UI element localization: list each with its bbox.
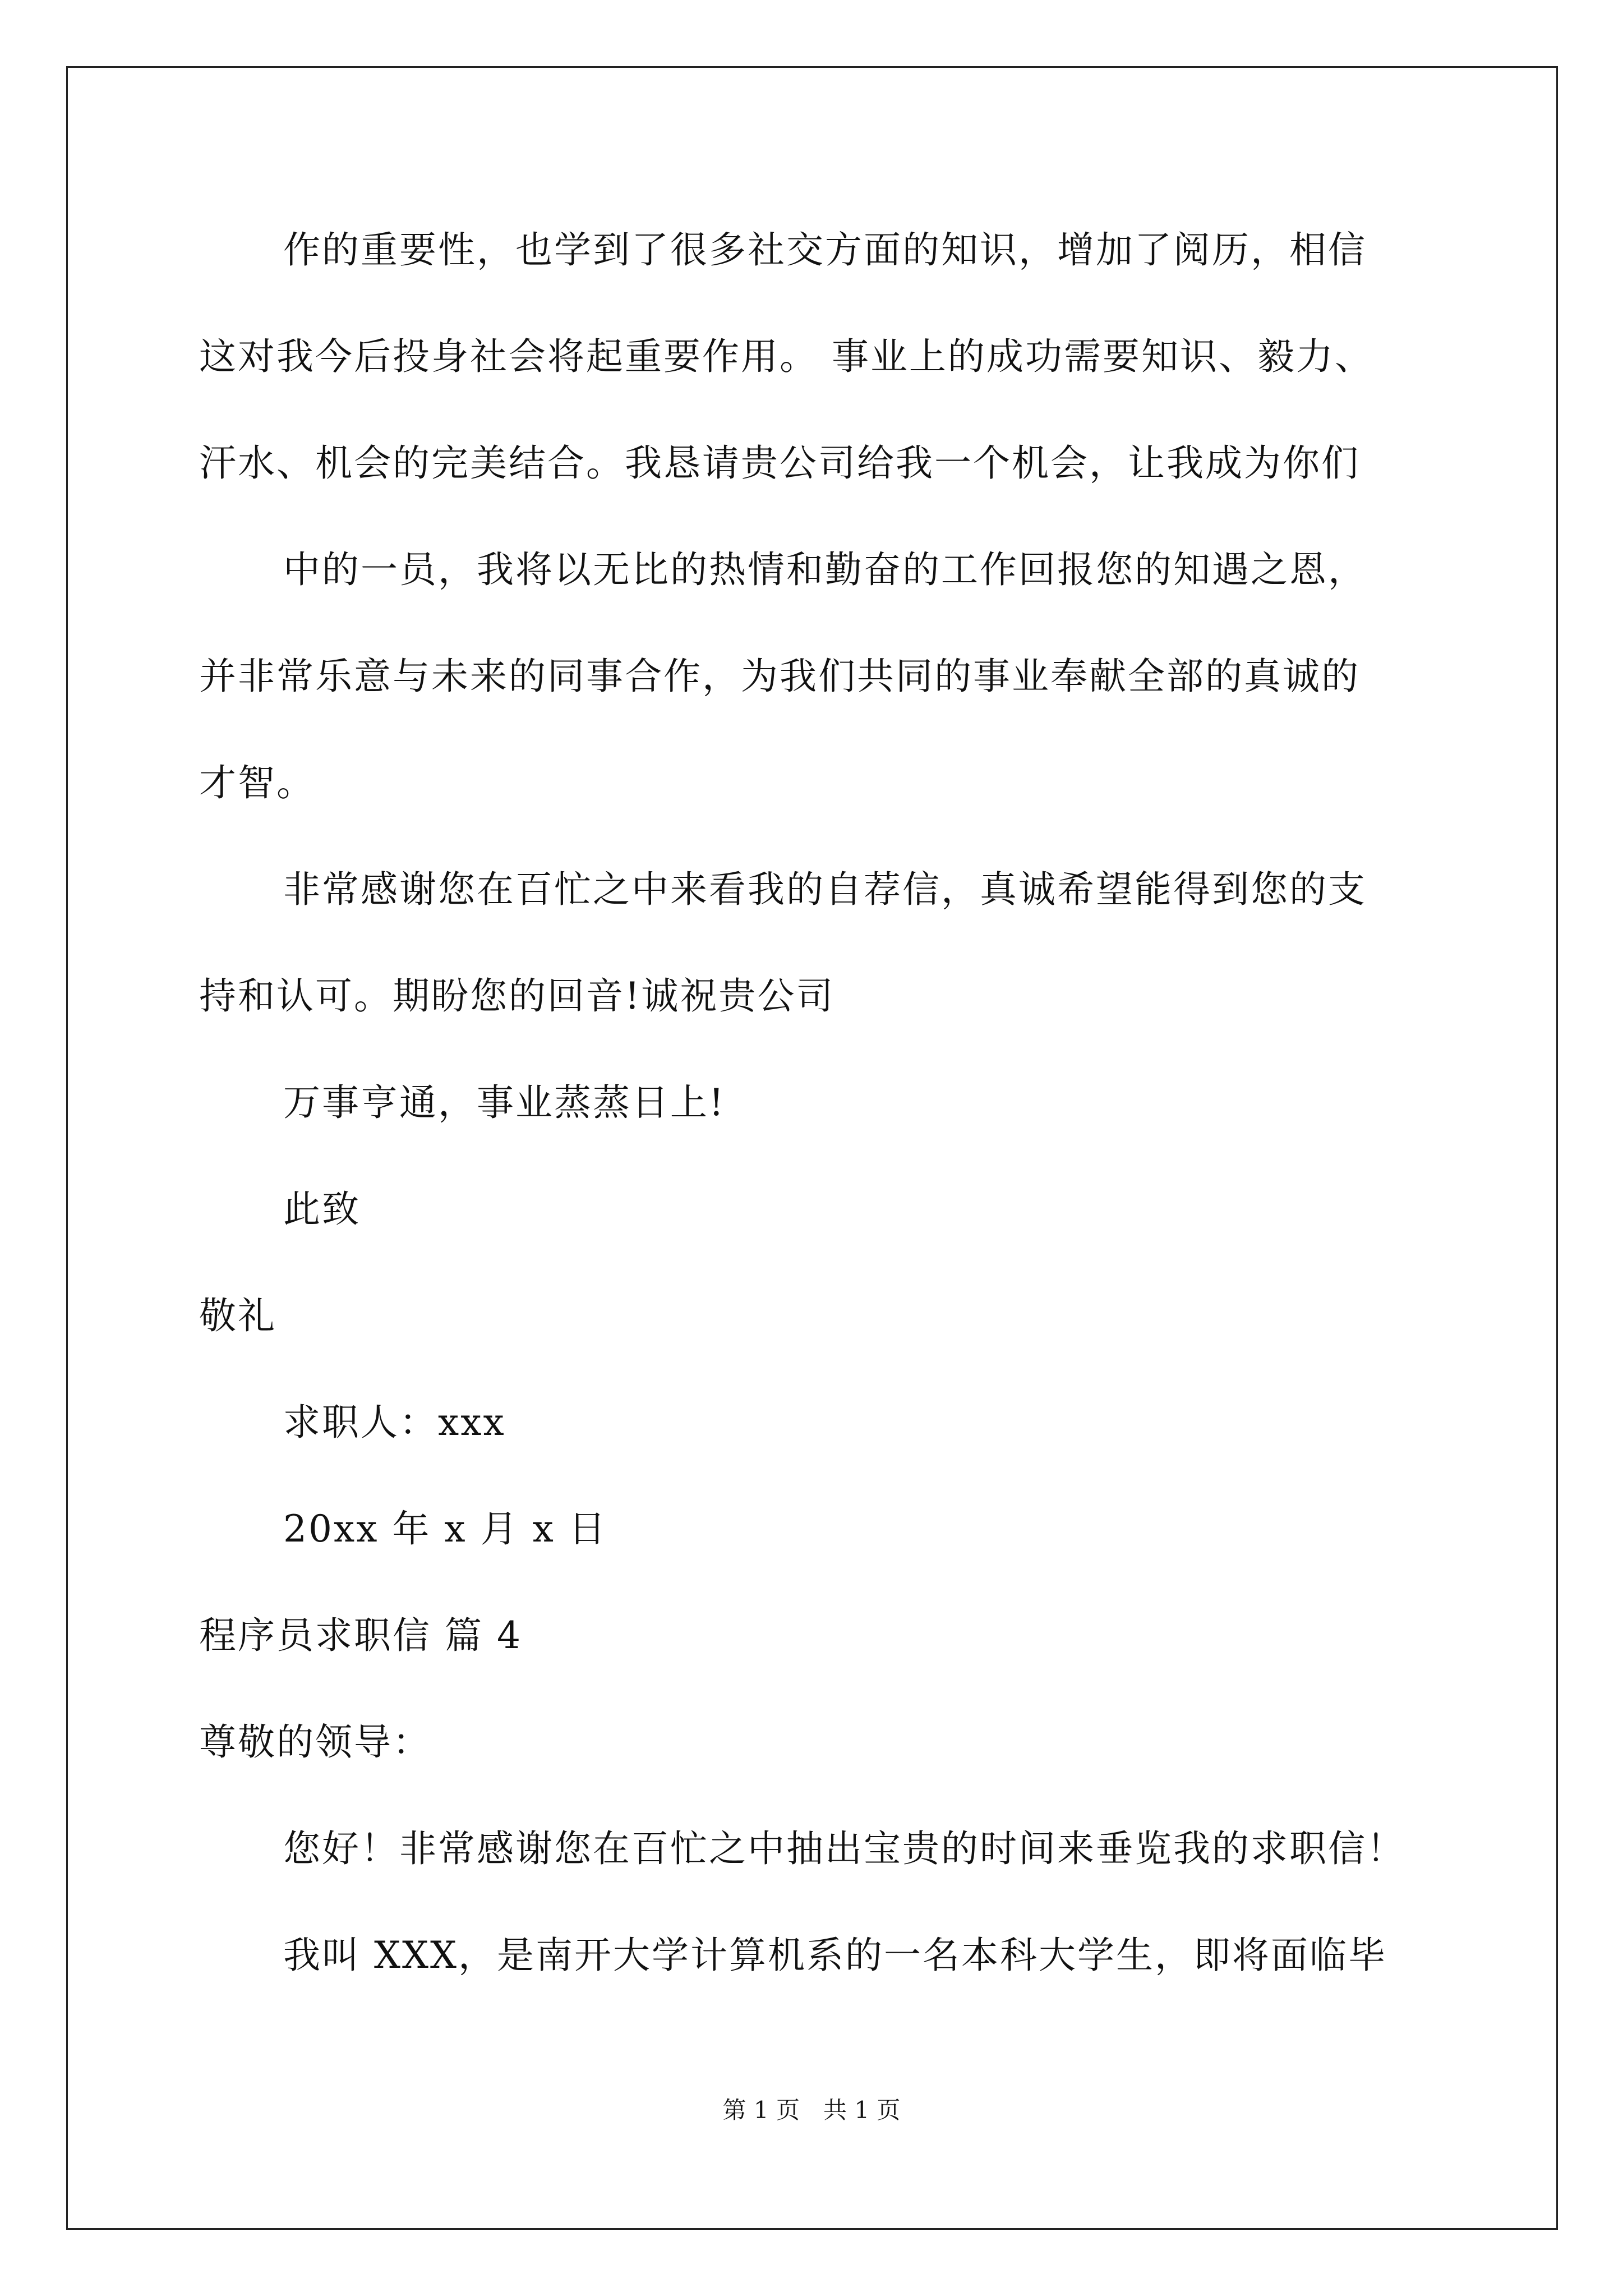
body-line: 汗水、机会的完美结合。我恳请贵公司给我一个机会，让我成为你们	[199, 441, 1360, 485]
body-line: 持和认可。期盼您的回音!诚祝贵公司	[199, 974, 835, 1018]
closing-line: 此致	[283, 1188, 361, 1231]
body-line: 非常感谢您在百忙之中来看我的自荐信，真诚希望能得到您的支	[283, 868, 1367, 911]
body-line: 我叫 XXX，是南开大学计算机系的一名本科大学生，即将面临毕	[283, 1934, 1387, 1977]
closing-salutation: 敬礼	[199, 1294, 276, 1337]
body-line: 并非常乐意与未来的同事合作，为我们共同的事业奉献全部的真诚的	[199, 655, 1360, 698]
body-line: 您好！非常感谢您在百忙之中抽出宝贵的时间来垂览我的求职信！	[283, 1827, 1405, 1870]
signature-applicant: 求职人：xxx	[283, 1401, 506, 1444]
section-heading: 程序员求职信 篇 4	[199, 1614, 522, 1657]
page-footer: 第 1 页 共 1 页	[722, 2096, 901, 2124]
body-line: 才智。	[199, 761, 315, 804]
body-line: 万事亨通，事业蒸蒸日上!	[283, 1081, 726, 1124]
page-border	[66, 66, 1558, 2230]
body-line: 作的重要性，也学到了很多社交方面的知识，增加了阅历，相信	[283, 228, 1367, 272]
body-line: 这对我今后投身社会将起重要作用。 事业上的成功需要知识、毅力、	[199, 335, 1373, 378]
greeting: 尊敬的领导：	[199, 1720, 431, 1764]
signature-date: 20xx 年 x 月 x 日	[283, 1507, 607, 1550]
body-line: 中的一员，我将以无比的热情和勤奋的工作回报您的知遇之恩，	[283, 548, 1367, 591]
